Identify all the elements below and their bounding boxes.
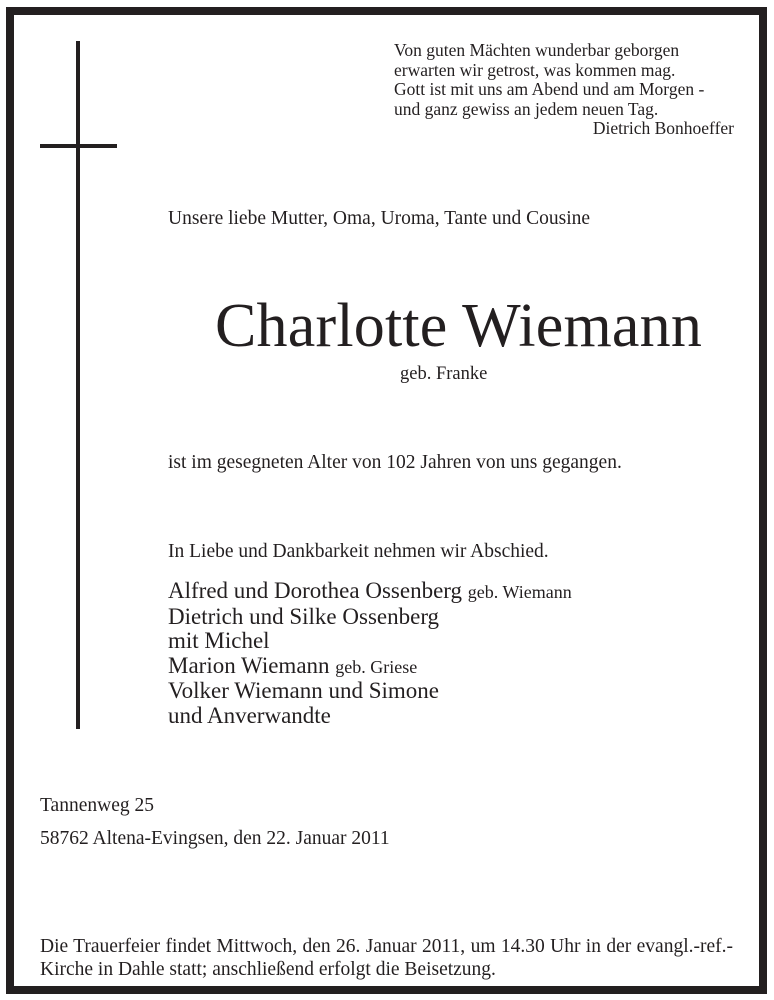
cross-icon-horizontal-bar <box>40 144 117 148</box>
funeral-service-notice: Die Trauerfeier findet Mittwoch, den 26. Januar 2011, um 14.30 Uhr in der evangl.-ref.-Kirche in Dahle statt; anschließend erfolgt die Beisetzung. <box>40 935 733 980</box>
mourner-row <box>168 679 572 704</box>
mourner-row <box>168 654 572 680</box>
mourner-name: Dietrich und Silke Ossenberg <box>168 603 440 629</box>
mourner-row <box>168 629 572 654</box>
mourner-name: mit Michel <box>168 628 270 653</box>
intro-text: Unsere liebe Mutter, Oma, Uroma, Tante und Cousine <box>168 208 591 229</box>
address-street: Tannenweg 25 <box>40 795 154 816</box>
mourner-name: Alfred und Dorothea Ossenberg <box>168 578 463 603</box>
quote-line: Gott ist mit uns am Abend und am Morgen - <box>394 79 705 99</box>
address-city-date: 58762 Altena-Evingsen, den 22. Januar 2011 <box>40 828 390 849</box>
mourners-list <box>168 579 572 728</box>
mourner-name: und Anverwandte <box>168 702 331 728</box>
bonhoeffer-quote <box>394 41 734 139</box>
quote-author: Dietrich Bonhoeffer <box>592 118 734 138</box>
mourner-row <box>168 704 572 729</box>
deceased-maiden-name: geb. Franke <box>400 364 488 384</box>
age-statement: ist im gesegneten Alter von 102 Jahren von uns gegangen. <box>168 452 622 473</box>
deceased-name: Charlotte Wiemann <box>215 292 703 360</box>
mourner-note: geb. Wiemann <box>467 582 572 602</box>
mourner-note: geb. Griese <box>335 656 418 677</box>
mourner-row <box>168 605 572 630</box>
farewell-text: In Liebe und Dankbarkeit nehmen wir Abschied. <box>168 541 549 562</box>
quote-line: und ganz gewiss an jedem neuen Tag. <box>394 98 659 119</box>
quote-line: Von guten Mächten wunderbar geborgen <box>394 40 680 60</box>
quote-line: erwarten wir getrost, was kommen mag. <box>394 59 676 80</box>
mourner-name: Marion Wiemann <box>168 652 330 678</box>
mourner-name: Volker Wiemann und Simone <box>168 678 440 703</box>
mourner-row <box>168 579 572 605</box>
